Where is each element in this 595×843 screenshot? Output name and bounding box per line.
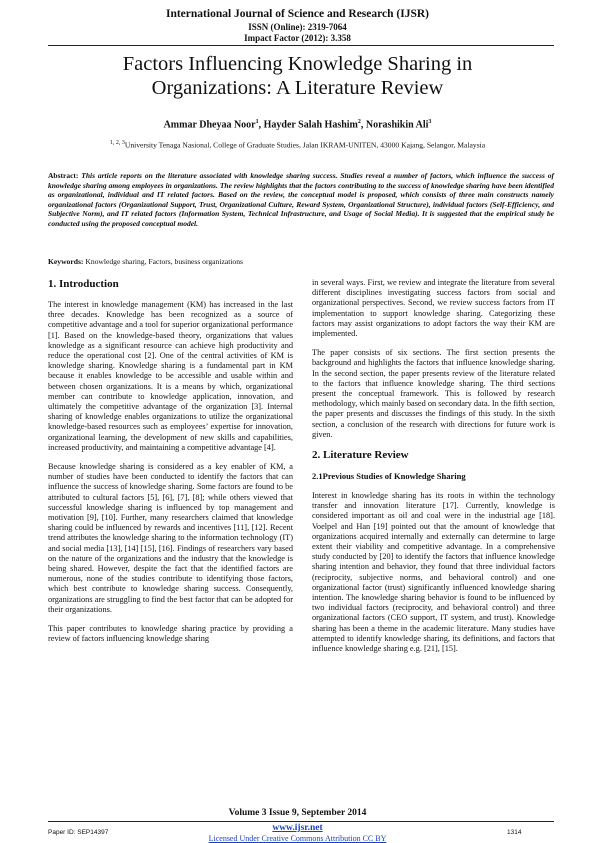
affiliation — [40, 140, 555, 150]
header-rule — [48, 45, 554, 46]
keywords-label: Keywords: — [48, 257, 84, 266]
paragraph: in several ways. First, we review and integrate the literature from several different disciplines investigating success factors from social and organizational perspectives. Second, we review success factors from IT implementation to support knowledge sharing. Categorizing these factors may assist organizations to adopt factors the way their KM are implemented. — [312, 278, 555, 339]
abstract-text: This article reports on the literature associated with knowledge sharing success. Studies reveal a number of factors, which influence the success of knowledge sharing among employees in organizations. The review highlights that the factors contributing to the success of knowledge sharing have been identified as organizational, individual and IT related factors. Based on the review, the conceptual model is proposed, which consists of three main constructs namely organizational factors (Organizational Support, Trust, Organizational Culture, Reward System, Organizational Structure), individual factors (Self-Efficiency, and Subjective Norm), and IT related factors (Information System, Technical Infrastructure, and Usage of Social Media). It is suggested that the empirical study be conducted using the proposed conceptual model. — [48, 171, 555, 228]
author-2: Hayder Salah Hashim — [263, 119, 358, 131]
right-column — [312, 278, 555, 663]
author-3: Norashikin Ali — [365, 119, 429, 131]
affiliation-text: University Tenaga Nasional, College of Graduate Studies, Jalan IKRAM-UNITEN, 43000 Kajang, Selangor, Malaysia — [124, 140, 486, 150]
subsection-heading: 2.1Previous Studies of Knowledge Sharing — [312, 471, 466, 482]
paper-title — [40, 52, 555, 100]
left-column — [48, 278, 293, 654]
page-number: 1314 — [507, 829, 522, 836]
journal-link[interactable]: www.ijsr.net — [272, 823, 323, 833]
paper-id: Paper ID: SEP14397 — [48, 829, 109, 836]
paragraph: The interest in knowledge management (KM) has increased in the last three decades. Knowledge has been recognized as a source of competitive advantage and a tool for superior organizational performance [1]. Based on the knowledge-based theory, organizations that values knowledge as a significant resource can achieve high productivity and reduce the operational cost [2]. One of the central activities of KM is knowledge sharing. Knowledge sharing is a fundamental part in KM because it enables knowledge to be accessible and usable within and between chosen organizations. It is a means by which, organizational member can contribute to knowledge application, innovation, and ultimately the competitive advantage of the organization [3]. Internal sharing of knowledge enables organizations to utilize the organizational knowledge-based resources such as employees’ expertise for innovation, organizational learning, the development of new skills and capabilities, increased productivity, and maintaining a competitive advantage [4]. — [48, 300, 293, 452]
license-link[interactable]: Licensed Under Creative Commons Attribution CC BY — [208, 834, 387, 843]
section-heading-introduction: 1. Introduction — [48, 278, 119, 290]
author-1-sup: 1 — [255, 119, 259, 125]
paragraph: Because knowledge sharing is considered as a key enabler of KM, a number of studies have been conducted to identify the factors that can influence the success of knowledge sharing. Some factors are found to be attributed to cultural factors [5], [6], [7], [8]; while others viewed that successful knowledge sharing is influenced by top management and motivation [9], [10]. Further, many researchers claimed that knowledge sharing could be influenced by rewards and incentives [11], [12]. Recent trend attributes the knowledge sharing to the information technology (IT) and social media [13], [14] [15], [16]. Findings of researchers vary based on the nature of the organizations and the industry that the knowledge is being shared. However, despite the fact that the identified factors are numerous, none of the studies contribute to identifying those factors, which best contribute to knowledge sharing success. Consequently, organizations are struggling to find the best factor that can be adopted for their organizations. — [48, 462, 293, 614]
abstract-label: Abstract: — [48, 171, 79, 180]
abstract — [48, 171, 554, 229]
journal-name: International Journal of Science and Research (IJSR) — [165, 8, 429, 20]
author-list: Ammar Dheyaa Noor$^1$, Hayder Salah Hashim$^2$, Norashikin Ali$^3$ — [163, 119, 432, 131]
author-2-sup: 2 — [357, 119, 361, 125]
keywords — [48, 257, 554, 266]
title-line-2: Organizations: A Literature Review — [151, 77, 444, 99]
paragraph: The paper consists of six sections. The first section presents the background and highlights the factors that influence knowledge sharing. In the second section, the paper presents review of the literature related to the factors that influence knowledge sharing. The third sections present the conceptual framework. This is followed by research methodology, which mainly based on secondary data. In the fifth section, the paper presents and discusses the findings of this study. In the sixth section, a conclusion of the research with directions for future work is given. — [312, 348, 556, 439]
section-heading-literature-review: 2. Literature Review — [312, 449, 409, 462]
paragraph: Interest in knowledge sharing has its roots in within the technology transfer and innovation literature [17]. Currently, knowledge is considered important as oil and coal were in the industrial age [18]. Voelpel and Han [19] pointed out that the amount of knowledge that organizations acquired internally and externally can determine to large extent their viability and competitive advantage. In a comprehensive study conducted by [20] to identify the factors that influence knowledge sharing intention and behavior, they found that three individual factors (reciprocity, subjective norms, and behavioral control) and one organizational factor (trust) significantly influenced knowledge sharing intention. The knowledge sharing behavior is found to be influenced by two individual factors (reciprocity, and behavioral control) and three organizational factors (CEO support, IT system, and trust). Knowledge sharing has been a theme in the academic literature. Many studies have attempted to identify knowledge sharing, its definitions, and factors that influence knowledge sharing e.g. [21], [15]. — [312, 491, 555, 654]
affiliation-sup: 1, 2, 3 — [109, 140, 125, 146]
author-1: Ammar Dheyaa Noor — [163, 119, 256, 131]
author-3-sup: 3 — [428, 119, 432, 125]
impact-factor: Impact Factor (2012): 3.358 — [244, 33, 351, 43]
keywords-text: Knowledge sharing, Factors, business organizations — [85, 257, 243, 266]
footer-rule — [48, 821, 554, 822]
footer-volume: Volume 3 Issue 9, September 2014 — [228, 808, 367, 818]
paragraph: This paper contributes to knowledge sharing practice by providing a review of factors influencing knowledge sharing — [48, 624, 293, 644]
issn: ISSN (Online): 2319-7064 — [248, 22, 347, 32]
title-line-1: Factors Influencing Knowledge Sharing in — [122, 53, 473, 75]
